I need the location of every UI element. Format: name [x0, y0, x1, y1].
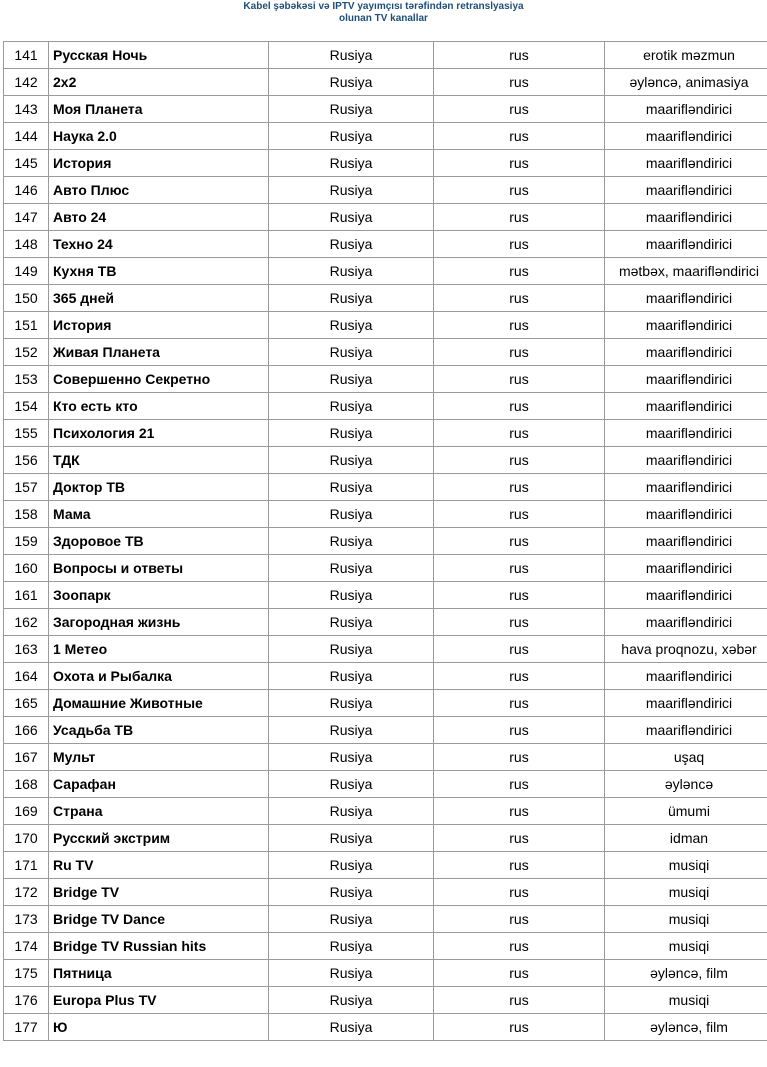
table-row: [4, 150, 767, 177]
channel-language: rus: [434, 906, 605, 933]
channel-number: 166: [4, 717, 49, 744]
channel-genre: idman: [605, 825, 767, 852]
channel-language: rus: [434, 825, 605, 852]
channel-number: 151: [4, 312, 49, 339]
channel-language: rus: [434, 96, 605, 123]
channel-country: Rusiya: [269, 231, 434, 258]
table-row: [4, 906, 767, 933]
table-row: [4, 474, 767, 501]
channel-number: 147: [4, 204, 49, 231]
channel-language: rus: [434, 744, 605, 771]
channel-number: 172: [4, 879, 49, 906]
channel-name: Наука 2.0: [49, 123, 269, 150]
channel-genre: maarifləndirici: [605, 582, 767, 609]
channel-number: 141: [4, 42, 49, 69]
channel-name: Мама: [49, 501, 269, 528]
channel-country: Rusiya: [269, 906, 434, 933]
channel-genre: maarifləndirici: [605, 609, 767, 636]
channel-number: 156: [4, 447, 49, 474]
channel-language: rus: [434, 285, 605, 312]
channel-language: rus: [434, 960, 605, 987]
channel-name: Живая Планета: [49, 339, 269, 366]
channel-name: Зоопарк: [49, 582, 269, 609]
table-row: [4, 717, 767, 744]
channel-number: 149: [4, 258, 49, 285]
channel-genre: maarifləndirici: [605, 366, 767, 393]
channel-number: 155: [4, 420, 49, 447]
channel-number: 153: [4, 366, 49, 393]
channel-language: rus: [434, 528, 605, 555]
table-row: [4, 879, 767, 906]
channel-language: rus: [434, 555, 605, 582]
channel-name: Ю: [49, 1014, 269, 1041]
channel-name: Мульт: [49, 744, 269, 771]
channel-country: Rusiya: [269, 933, 434, 960]
channel-genre: erotik məzmun: [605, 42, 767, 69]
channel-genre: maarifləndirici: [605, 420, 767, 447]
channel-genre: əyləncə, film: [605, 960, 767, 987]
channel-country: Rusiya: [269, 825, 434, 852]
channel-country: Rusiya: [269, 258, 434, 285]
channel-language: rus: [434, 393, 605, 420]
channel-country: Rusiya: [269, 69, 434, 96]
channel-name: Моя Планета: [49, 96, 269, 123]
channel-genre: maarifləndirici: [605, 231, 767, 258]
channel-number: 162: [4, 609, 49, 636]
channel-number: 158: [4, 501, 49, 528]
channel-genre: əyləncə, film: [605, 1014, 767, 1041]
channel-number: 173: [4, 906, 49, 933]
channel-country: Rusiya: [269, 582, 434, 609]
channel-number: 148: [4, 231, 49, 258]
table-row: [4, 933, 767, 960]
table-row: [4, 204, 767, 231]
channel-genre: maarifləndirici: [605, 717, 767, 744]
channel-genre: maarifləndirici: [605, 96, 767, 123]
channel-language: rus: [434, 69, 605, 96]
table-row: [4, 123, 767, 150]
table-row: [4, 582, 767, 609]
channel-genre: maarifləndirici: [605, 150, 767, 177]
channel-country: Rusiya: [269, 609, 434, 636]
channel-country: Rusiya: [269, 474, 434, 501]
channel-name: История: [49, 150, 269, 177]
channel-name: Europa Plus TV: [49, 987, 269, 1014]
table-row: [4, 744, 767, 771]
channel-country: Rusiya: [269, 555, 434, 582]
channel-name: Загородная жизнь: [49, 609, 269, 636]
table-row: [4, 258, 767, 285]
channel-genre: hava proqnozu, xəbər: [605, 636, 767, 663]
channel-language: rus: [434, 690, 605, 717]
channel-country: Rusiya: [269, 285, 434, 312]
channel-number: 143: [4, 96, 49, 123]
channel-name: Доктор ТВ: [49, 474, 269, 501]
table-row: [4, 987, 767, 1014]
channel-language: rus: [434, 204, 605, 231]
channel-name: Страна: [49, 798, 269, 825]
channel-genre: maarifləndirici: [605, 528, 767, 555]
channel-genre: maarifləndirici: [605, 123, 767, 150]
channel-name: Психология 21: [49, 420, 269, 447]
channel-country: Rusiya: [269, 42, 434, 69]
table-row: [4, 555, 767, 582]
channel-language: rus: [434, 1014, 605, 1041]
channel-language: rus: [434, 798, 605, 825]
table-row: [4, 339, 767, 366]
channel-genre: maarifləndirici: [605, 177, 767, 204]
channel-country: Rusiya: [269, 501, 434, 528]
channel-country: Rusiya: [269, 987, 434, 1014]
channel-name: Bridge TV: [49, 879, 269, 906]
table-row: [4, 852, 767, 879]
channel-language: rus: [434, 123, 605, 150]
channel-country: Rusiya: [269, 96, 434, 123]
channel-genre: maarifləndirici: [605, 285, 767, 312]
channel-name: Ru TV: [49, 852, 269, 879]
channel-number: 154: [4, 393, 49, 420]
channel-name: Русская Ночь: [49, 42, 269, 69]
channel-name: 1 Метео: [49, 636, 269, 663]
table-row: [4, 42, 767, 69]
channel-genre: maarifləndirici: [605, 501, 767, 528]
channel-name: Техно 24: [49, 231, 269, 258]
channel-genre: maarifləndirici: [605, 663, 767, 690]
table-row: [4, 1014, 767, 1041]
channel-language: rus: [434, 312, 605, 339]
channel-name: Авто 24: [49, 204, 269, 231]
channel-genre: musiqi: [605, 879, 767, 906]
channel-country: Rusiya: [269, 690, 434, 717]
channel-number: 175: [4, 960, 49, 987]
channel-number: 174: [4, 933, 49, 960]
channel-country: Rusiya: [269, 339, 434, 366]
channel-country: Rusiya: [269, 393, 434, 420]
channel-genre: musiqi: [605, 933, 767, 960]
channel-name: Сарафан: [49, 771, 269, 798]
channel-genre: əyləncə: [605, 771, 767, 798]
channel-country: Rusiya: [269, 960, 434, 987]
channel-genre: maarifləndirici: [605, 447, 767, 474]
channel-name: Усадьба ТВ: [49, 717, 269, 744]
channel-country: Rusiya: [269, 744, 434, 771]
channel-genre: maarifləndirici: [605, 204, 767, 231]
channel-number: 150: [4, 285, 49, 312]
channel-language: rus: [434, 933, 605, 960]
channel-genre: əyləncə, animasiya: [605, 69, 767, 96]
channel-language: rus: [434, 852, 605, 879]
channel-name: Кто есть кто: [49, 393, 269, 420]
table-row: [4, 96, 767, 123]
channel-country: Rusiya: [269, 879, 434, 906]
channel-language: rus: [434, 609, 605, 636]
channel-country: Rusiya: [269, 717, 434, 744]
channel-genre: maarifləndirici: [605, 474, 767, 501]
channel-number: 167: [4, 744, 49, 771]
channel-number: 176: [4, 987, 49, 1014]
channel-country: Rusiya: [269, 852, 434, 879]
channel-name: Русский экстрим: [49, 825, 269, 852]
table-row: [4, 285, 767, 312]
channel-name: Вопросы и ответы: [49, 555, 269, 582]
table-row: [4, 366, 767, 393]
channel-country: Rusiya: [269, 1014, 434, 1041]
table-row: [4, 231, 767, 258]
channel-genre: mətbəx, maarifləndirici: [605, 258, 767, 285]
channel-country: Rusiya: [269, 636, 434, 663]
channel-number: 177: [4, 1014, 49, 1041]
channel-genre: musiqi: [605, 906, 767, 933]
channel-genre: musiqi: [605, 987, 767, 1014]
channel-country: Rusiya: [269, 663, 434, 690]
page-header: [0, 1, 767, 25]
channel-name: Домашние Животные: [49, 690, 269, 717]
channel-name: Охота и Рыбалка: [49, 663, 269, 690]
channel-language: rus: [434, 150, 605, 177]
channel-country: Rusiya: [269, 366, 434, 393]
channel-country: Rusiya: [269, 123, 434, 150]
channel-number: 159: [4, 528, 49, 555]
channel-genre: maarifləndirici: [605, 312, 767, 339]
channel-language: rus: [434, 366, 605, 393]
channel-genre: uşaq: [605, 744, 767, 771]
channel-language: rus: [434, 879, 605, 906]
channel-genre: maarifləndirici: [605, 393, 767, 420]
channel-number: 171: [4, 852, 49, 879]
channel-language: rus: [434, 231, 605, 258]
channel-name: Авто Плюс: [49, 177, 269, 204]
channel-language: rus: [434, 663, 605, 690]
channel-number: 164: [4, 663, 49, 690]
table-row: [4, 825, 767, 852]
table-row: [4, 69, 767, 96]
table-row: [4, 798, 767, 825]
channel-name: 365 дней: [49, 285, 269, 312]
channel-country: Rusiya: [269, 798, 434, 825]
table-row: [4, 690, 767, 717]
channel-name: Здоровое ТВ: [49, 528, 269, 555]
table-row: [4, 609, 767, 636]
table-row: [4, 393, 767, 420]
channel-language: rus: [434, 42, 605, 69]
channel-country: Rusiya: [269, 420, 434, 447]
table-row: [4, 447, 767, 474]
channel-country: Rusiya: [269, 312, 434, 339]
channel-number: 168: [4, 771, 49, 798]
channel-language: rus: [434, 177, 605, 204]
channels-table: [3, 41, 767, 1041]
channel-genre: maarifləndirici: [605, 555, 767, 582]
table-row: [4, 528, 767, 555]
channel-number: 152: [4, 339, 49, 366]
channel-name: Совершенно Секретно: [49, 366, 269, 393]
channel-language: rus: [434, 474, 605, 501]
channel-name: 2x2: [49, 69, 269, 96]
channel-number: 142: [4, 69, 49, 96]
channel-name: ТДК: [49, 447, 269, 474]
channel-genre: maarifləndirici: [605, 690, 767, 717]
channel-country: Rusiya: [269, 204, 434, 231]
channel-number: 170: [4, 825, 49, 852]
channel-name: История: [49, 312, 269, 339]
channel-language: rus: [434, 717, 605, 744]
page-title-line1: Kabel şəbəkəsi və IPTV yayımçısı tərəfindən retranslyasiya: [243, 1, 524, 12]
channel-number: 169: [4, 798, 49, 825]
table-row: [4, 177, 767, 204]
channel-country: Rusiya: [269, 771, 434, 798]
channel-genre: musiqi: [605, 852, 767, 879]
channel-name: Пятница: [49, 960, 269, 987]
table-row: [4, 420, 767, 447]
channel-number: 161: [4, 582, 49, 609]
channel-number: 144: [4, 123, 49, 150]
channel-name: Bridge TV Dance: [49, 906, 269, 933]
table-row: [4, 636, 767, 663]
channel-language: rus: [434, 447, 605, 474]
channel-language: rus: [434, 771, 605, 798]
channel-name: Bridge TV Russian hits: [49, 933, 269, 960]
channel-number: 165: [4, 690, 49, 717]
channel-number: 146: [4, 177, 49, 204]
channel-language: rus: [434, 582, 605, 609]
channel-language: rus: [434, 636, 605, 663]
channel-name: Кухня ТВ: [49, 258, 269, 285]
channel-country: Rusiya: [269, 447, 434, 474]
table-row: [4, 501, 767, 528]
channel-country: Rusiya: [269, 528, 434, 555]
page-title-line2: olunan TV kanallar: [339, 13, 428, 24]
channel-genre: maarifləndirici: [605, 339, 767, 366]
table-row: [4, 663, 767, 690]
channel-number: 145: [4, 150, 49, 177]
channel-language: rus: [434, 987, 605, 1014]
channel-country: Rusiya: [269, 150, 434, 177]
channel-language: rus: [434, 258, 605, 285]
channels-table-body: [4, 42, 767, 1041]
channel-country: Rusiya: [269, 177, 434, 204]
channel-number: 157: [4, 474, 49, 501]
table-row: [4, 960, 767, 987]
channel-language: rus: [434, 501, 605, 528]
channel-number: 163: [4, 636, 49, 663]
channel-language: rus: [434, 420, 605, 447]
channel-language: rus: [434, 339, 605, 366]
table-row: [4, 771, 767, 798]
table-row: [4, 312, 767, 339]
channel-number: 160: [4, 555, 49, 582]
channel-genre: ümumi: [605, 798, 767, 825]
